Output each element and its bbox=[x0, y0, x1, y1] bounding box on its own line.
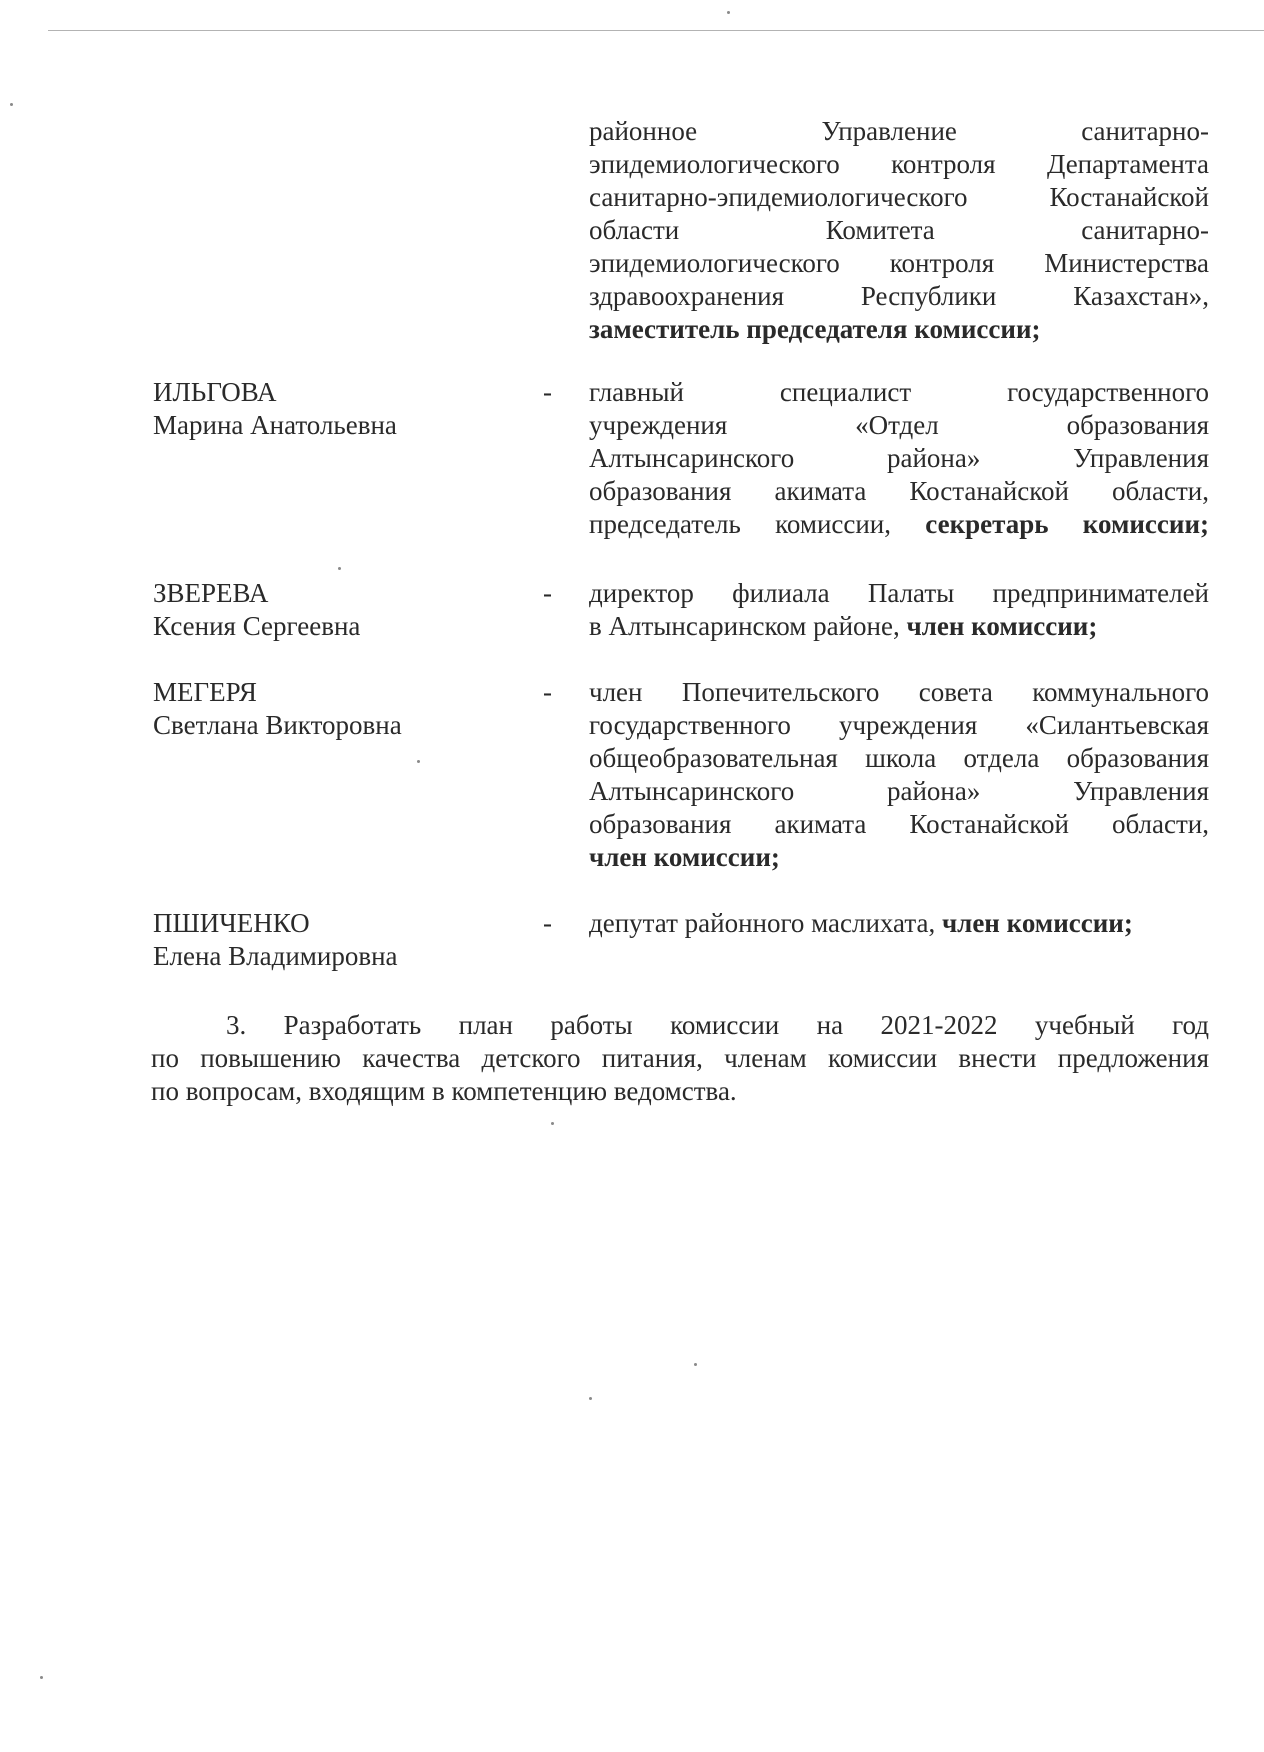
role-title-bold: член комиссии; bbox=[589, 842, 780, 872]
member-surname: ПШИЧЕНКО bbox=[153, 908, 310, 938]
role-line: Алтынсаринского района» Управления bbox=[589, 443, 1209, 473]
scan-speck bbox=[727, 11, 730, 14]
member-surname: МЕГЕРЯ bbox=[153, 677, 257, 707]
member-given-names: Марина Анатольевна bbox=[153, 410, 397, 440]
role-last-line bbox=[589, 907, 1209, 940]
member-role bbox=[589, 376, 1209, 541]
scan-speck bbox=[589, 1397, 592, 1400]
member-given-names: Ксения Сергеевна bbox=[153, 611, 361, 641]
role-line: районное Управление санитарно- bbox=[589, 116, 1209, 146]
role-line: член Попечительского совета коммунального bbox=[589, 677, 1209, 707]
role-last-line bbox=[589, 508, 1209, 541]
role-text: в Алтынсаринском районе, bbox=[589, 611, 907, 641]
paragraph-line: по повышению качества детского питания, членам комиссии внести предложения bbox=[151, 1043, 1209, 1073]
role-title-bold: заместитель председателя комиссии; bbox=[589, 314, 1041, 344]
member-role bbox=[589, 907, 1209, 940]
scan-speck bbox=[694, 1363, 697, 1366]
scan-top-edge-line bbox=[48, 30, 1264, 31]
member-role bbox=[589, 577, 1209, 643]
separator-dash: - bbox=[543, 377, 552, 407]
role-text: депутат районного маслихата, bbox=[589, 908, 942, 938]
separator-dash: - bbox=[543, 677, 552, 707]
member-given-names: Светлана Викторовна bbox=[153, 710, 402, 740]
paragraph-line: 3. Разработать план работы комиссии на 2021-2022 учебный год bbox=[226, 1010, 1209, 1040]
member-name bbox=[153, 907, 483, 973]
scan-speck bbox=[417, 760, 420, 763]
scan-speck bbox=[10, 103, 13, 106]
role-line: санитарно-эпидемиологического Костанайской bbox=[589, 182, 1209, 212]
role-line: области Комитета санитарно- bbox=[589, 215, 1209, 245]
role-title-bold: секретарь комиссии; bbox=[925, 509, 1209, 539]
separator-dash: - bbox=[543, 578, 552, 608]
role-last-line bbox=[589, 610, 1209, 643]
scan-speck bbox=[551, 1122, 554, 1125]
member-role bbox=[589, 676, 1209, 874]
role-line: государственного учреждения «Силантьевская bbox=[589, 710, 1209, 740]
scan-speck bbox=[338, 567, 341, 570]
member-surname: ЗВЕРЕВА bbox=[153, 578, 269, 608]
member-name bbox=[153, 676, 483, 742]
role-line: эпидемиологического контроля Министерства bbox=[589, 248, 1209, 278]
item-3-paragraph bbox=[151, 1009, 1209, 1108]
role-line: директор филиала Палаты предпринимателей bbox=[589, 578, 1209, 608]
role-line: Алтынсаринского района» Управления bbox=[589, 776, 1209, 806]
role-line: образования акимата Костанайской области, bbox=[589, 809, 1209, 839]
member-name bbox=[153, 577, 483, 643]
separator-dash: - bbox=[543, 908, 552, 938]
first-role-block bbox=[589, 115, 1209, 346]
role-line: здравоохранения Республики Казахстан», bbox=[589, 281, 1209, 311]
role-line: учреждения «Отдел образования bbox=[589, 410, 1209, 440]
member-name bbox=[153, 376, 483, 442]
scan-speck bbox=[40, 1676, 43, 1679]
role-line: общеобразовательная школа отдела образования bbox=[589, 743, 1209, 773]
role-title-bold: член комиссии; bbox=[941, 908, 1133, 938]
role-line: главный специалист государственного bbox=[589, 377, 1209, 407]
member-given-names: Елена Владимировна bbox=[153, 941, 398, 971]
member-surname: ИЛЬГОВА bbox=[153, 377, 277, 407]
role-title-bold: член комиссии; bbox=[906, 611, 1098, 641]
role-text: председатель комиссии, bbox=[589, 509, 926, 539]
paragraph-line: по вопросам, входящим в компетенцию ведомства. bbox=[151, 1076, 737, 1106]
role-line: образования акимата Костанайской области, bbox=[589, 476, 1209, 506]
role-line: эпидемиологического контроля Департамента bbox=[589, 149, 1209, 179]
role-last-line bbox=[589, 841, 1209, 874]
